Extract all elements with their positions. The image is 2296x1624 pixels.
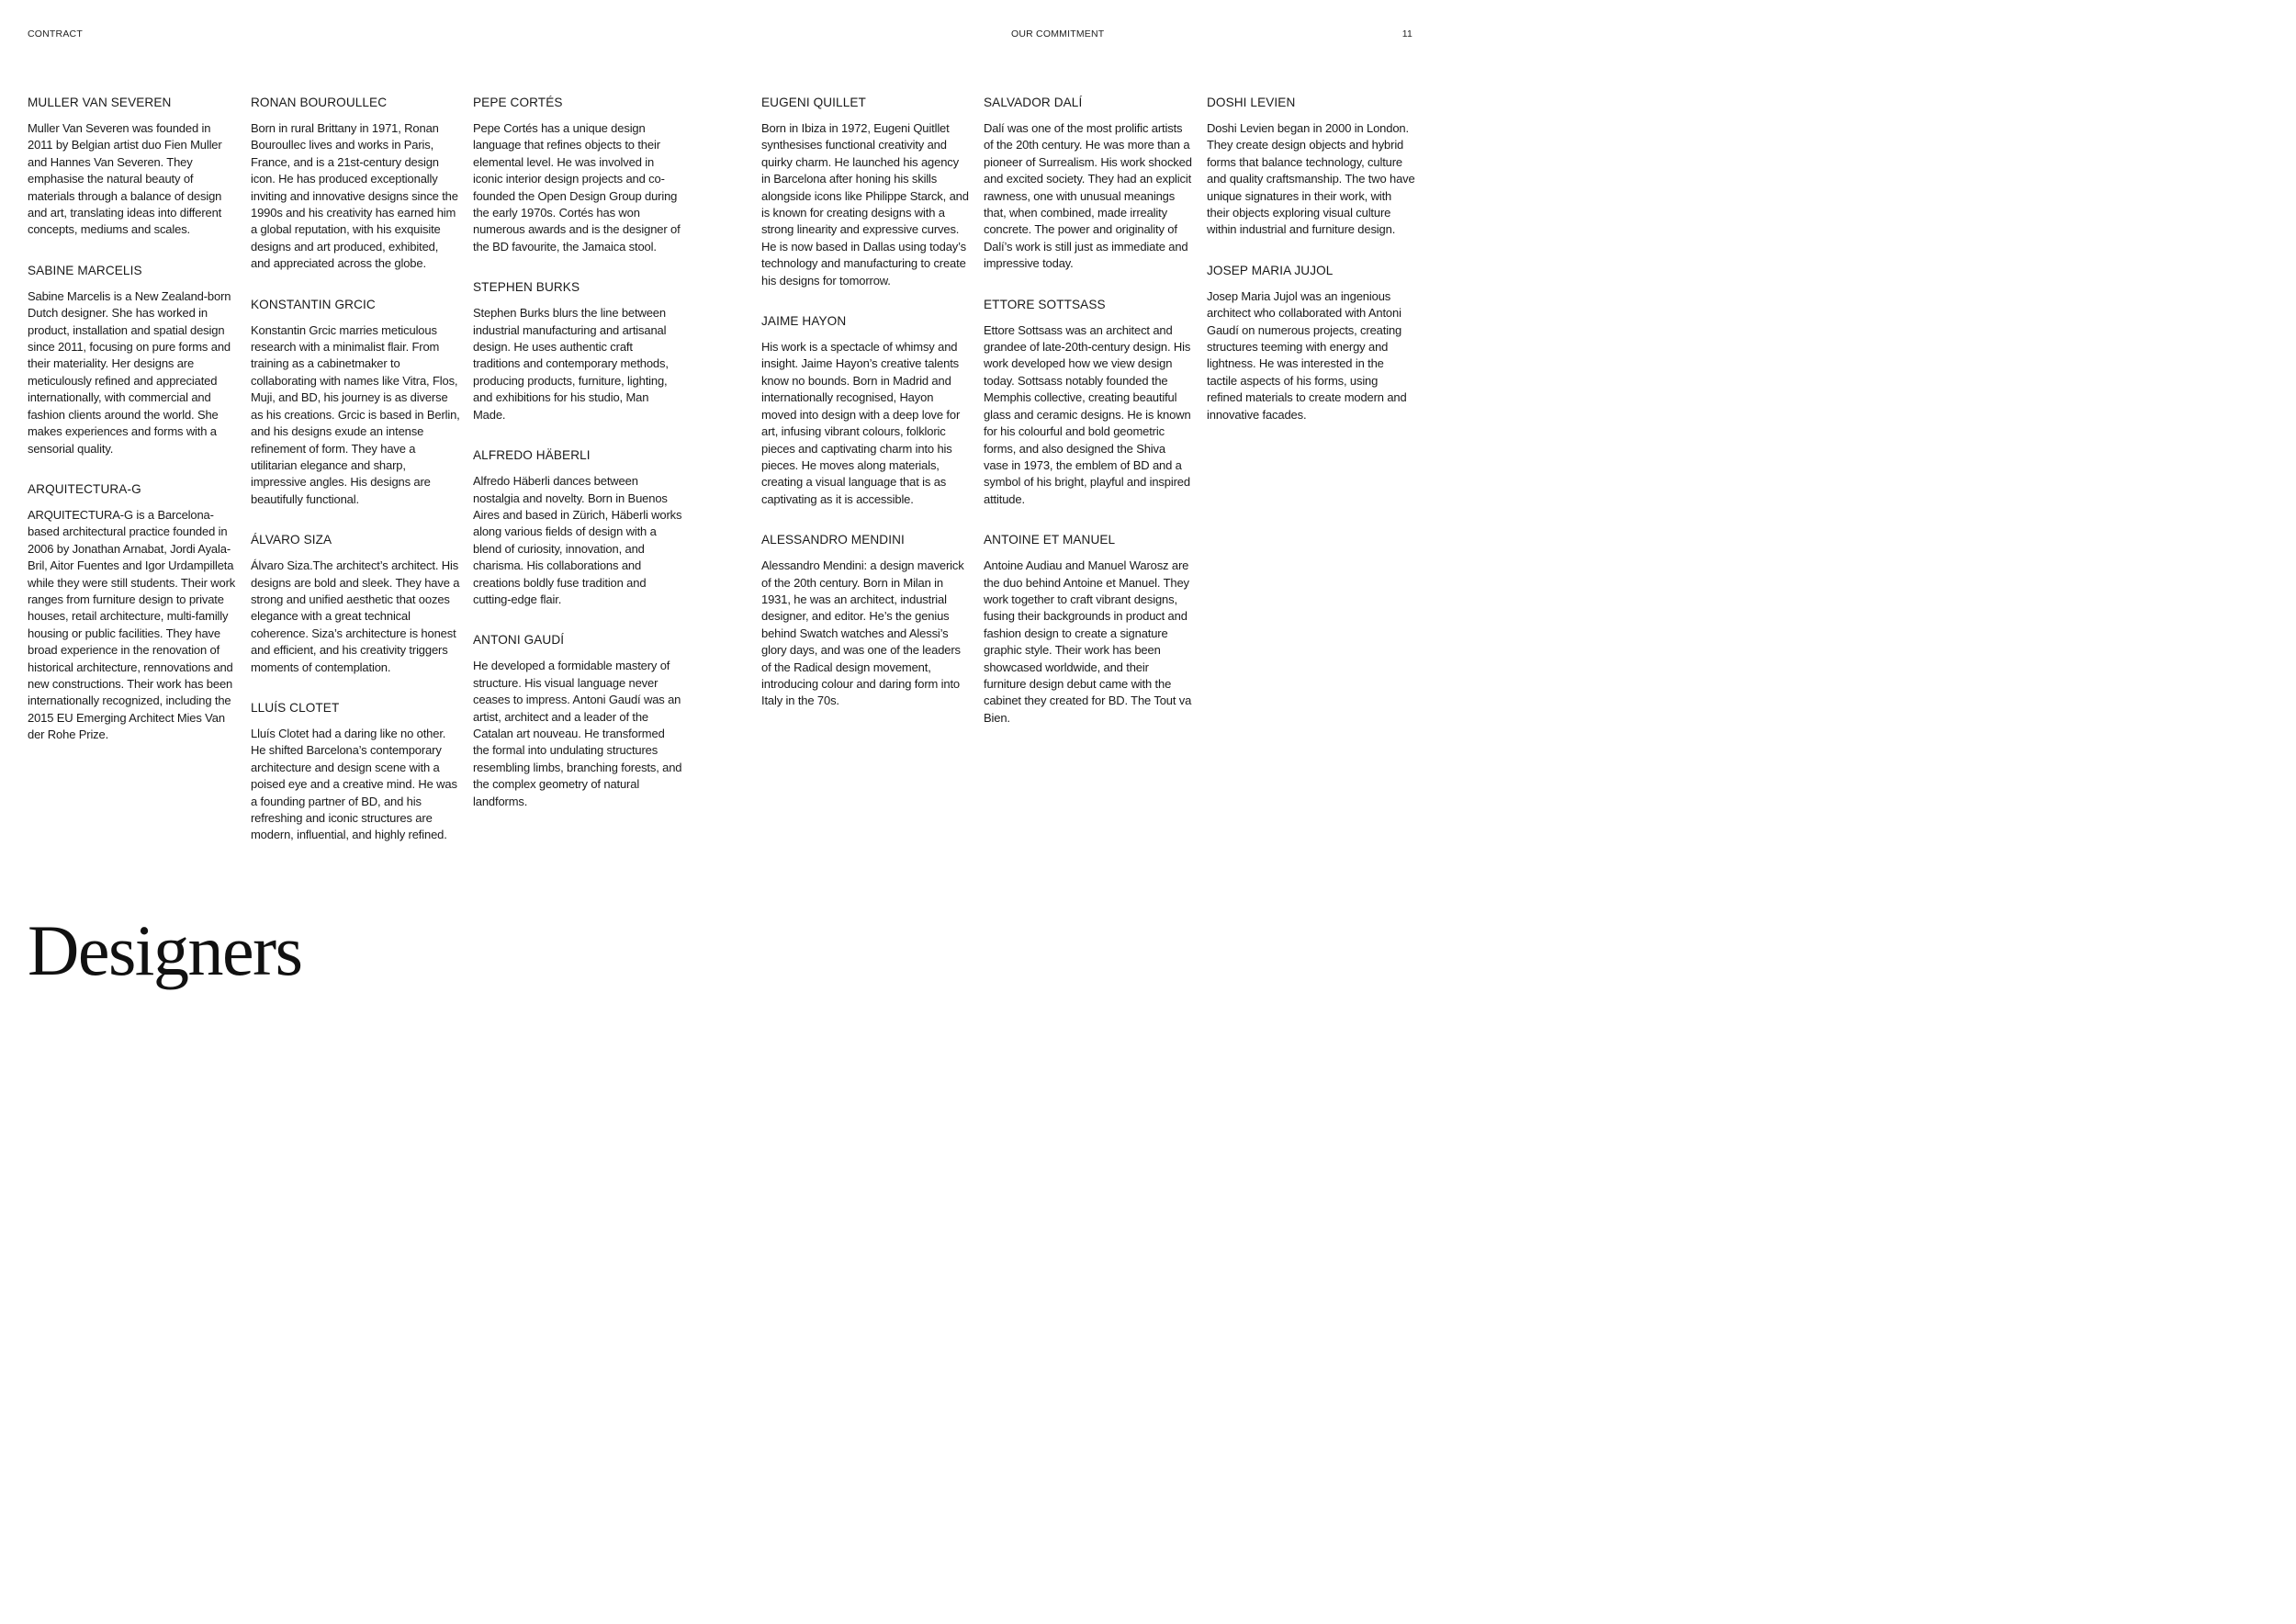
designer-entry [473,95,682,255]
designer-entry [984,95,1193,273]
designer-entry [761,313,971,508]
header-section-label: CONTRACT [28,28,83,39]
designer-bio: Born in rural Brittany in 1971, Ronan Bouroullec lives and works in Paris, France, and is a 21st-century design icon. He has produced exceptionally inviting and innovative designs since the 1990s and his creativity has earned him a global reputation, with his exquisite designs and art produced, exhibited, and appreciated across the globe. [251,121,458,271]
designer-column-6 [1207,95,1416,447]
designer-name: SALVADOR DALÍ [984,96,1083,109]
designer-bio: Alfredo Häberli dances between nostalgia and novelty. Born in Buenos Aires and based in Zürich, Häberli works along various fields of design with a blend of curiosity, innovation, and charisma. His collaborations and creations boldly fuse tradition and cutting-edge flair. [473,474,682,606]
header-chapter-label: OUR COMMITMENT [1011,28,1105,39]
designer-entry [473,632,682,810]
designer-name: KONSTANTIN GRCIC [251,297,376,311]
designer-name: JOSEP MARIA JUJOL [1207,263,1334,277]
designer-bio: Konstantin Grcic marries meticulous research with a minimalist flair. From training as a cabinetmaker to collaborating with names like Vitra, Flos, Muji, and BD, his journey is as diverse as his creations. Grcic is based in Berlin, and his designs exude an intense refinement of form. They have a utilitarian elegance and sharp, impressive angles. His designs are beautifully functional. [251,322,460,506]
designer-name: RONAN BOUROULLEC [251,96,388,109]
designer-bio: Sabine Marcelis is a New Zealand-born Dutch designer. She has worked in product, installation and spatial design since 2011, focusing on pure forms and their materiality. Her designs are meticulously refined and appreciated internationally, with commercial and fashion clients around the world. She makes experiences and forms with a sensorial quality. [28,288,231,456]
designer-name: STEPHEN BURKS [473,280,580,295]
designer-bio: Álvaro Siza.The architect’s architect. His designs are bold and sleek. They have a strong and unified aesthetic that oozes elegance with a great technical coherence. Siza’s architecture is honest and efficient, and his creativity triggers moments of contemplation. [251,558,460,674]
designer-bio: He developed a formidable mastery of structure. His visual language never ceases to impress. Antoni Gaudí was an artist, architect and a leader of the Catalan art nouveau. He transformed the formal into undulating structures resembling limbs, branching forests, and the complex geometry of natural landforms. [473,659,682,808]
designer-name: LLUÍS CLOTET [251,700,340,715]
designer-entry [251,297,460,508]
designer-bio: ARQUITECTURA-G is a Barcelona-based architectural practice founded in 2006 by Jonathan Arnabat, Jordi Ayala-Bril, Aitor Fuentes and Igor Urdampilleta while they were still students. Their work ranges from furniture design to private houses, retail architecture, multi-familly housing or public facilities. They have broad experience in the renovation of historical architecture, rennovations and new constructions. Their work has been internationally recognized, including the 2015 EU Emerging Architect Mies Van der Rohe Prize. [28,507,236,742]
designer-entry [28,95,237,239]
designer-column-1 [28,95,237,768]
designer-column-3 [473,95,682,834]
designer-name: PEPE CORTÉS [473,96,563,109]
page-number: 11 [1401,28,1412,39]
designer-name: ALESSANDRO MENDINI [761,533,905,547]
designer-bio: Stephen Burks blurs the line between industrial manufacturing and artisanal design. He uses authentic craft traditions and contemporary methods, producing products, furniture, lighting, and exhibitions for his studio, Man Made. [473,306,669,422]
designer-bio: Doshi Levien began in 2000 in London. They create design objects and hybrid forms that balance technology, culture and quality craftsmanship. The two have unique signatures in their work, with their objects exploring visual culture within industrial and furniture design. [1207,121,1415,237]
designer-name: ETTORE SOTTSASS [984,297,1106,311]
designer-entry [1207,263,1416,423]
designer-bio: Josep Maria Jujol was an ingenious architect who collaborated with Antoni Gaudí on numerous projects, creating structures teeming with energy and lightness. He was interested in the tactile aspects of his forms, using refined materials to create modern and innovative facades. [1207,288,1407,422]
designer-bio: Dalí was one of the most prolific artists of the 20th century. He was more than a pioneer of Surrealism. His work shocked and excited society. They had an explicit rawness, one with unusual meanings that, when combined, made irreality concrete. The power and originality of Dalí’s work is still just as immediate and impressive today. [984,121,1192,271]
designer-name: ALFREDO HÄBERLI [473,448,591,463]
designer-bio: Ettore Sottsass was an architect and grandee of late-20th-century design. His work developed how we view design today. Sottsass notably founded the Memphis collective, creating beautiful glass and ceramic designs. He is known for his colourful and bold geometric forms, and also designed the Shiva vase in 1973, the emblem of BD and a symbol of his bright, playful and inspired attitude. [984,322,1191,506]
designer-bio: Alessandro Mendini: a design maverick of the 20th century. Born in Milan in 1931, he was an architect, industrial designer, and editor. He’s the genius behind Swatch watches and Alessi’s glory days, and was one of the leaders of the Radical design movement, introducing colour and daring form into Italy in the 70s. [761,558,964,708]
designer-entry [251,95,460,273]
designer-bio: Muller Van Severen was founded in 2011 by Belgian artist duo Fien Muller and Hannes Van Severen. They emphasise the natural beauty of materials through a balance of design and art, translating ideas into different concepts, mediums and scales. [28,121,222,237]
designer-name: SABINE MARCELIS [28,263,142,277]
designer-column-4 [761,95,971,734]
designer-bio: Lluís Clotet had a daring like no other. He shifted Barcelona’s contemporary architecture and design scene with a poised eye and a creative mind. He was a founding partner of BD, and his refreshing and iconic structures are modern, influential, and highly refined. [251,726,457,842]
designer-column-2 [251,95,460,868]
designer-entry [761,95,971,289]
designer-entry [473,279,682,423]
designer-name: ANTONI GAUDÍ [473,633,565,648]
page-title: Designers [28,910,302,990]
designer-entry [761,532,971,710]
designer-bio: Pepe Cortés has a unique design language that refines objects to their elemental level. He was involved in iconic interior design projects and co-founded the Open Design Group during the early 1970s. Cortés has won numerous awards and is the designer of the BD favourite, the Jamaica stool. [473,121,681,254]
designer-entry [984,532,1193,727]
designer-entry [28,263,237,457]
designer-name: EUGENI QUILLET [761,96,866,109]
designer-name: ÁLVARO SIZA [251,533,332,547]
designer-name: MULLER VAN SEVEREN [28,96,172,109]
designer-entry [1207,95,1416,239]
designer-bio: Antoine Audiau and Manuel Warosz are the duo behind Antoine et Manuel. They work together to craft vibrant designs, fusing their backgrounds in product and fashion design to create a signature graphic style. Their work has been showcased worldwide, and their furniture design debut came with the cabinet they created for BD. The Tout va Bien. [984,558,1192,725]
designer-name: JAIME HAYON [761,314,847,329]
designer-name: ANTOINE ET MANUEL [984,533,1116,547]
designer-entry [251,700,460,844]
designer-bio: His work is a spectacle of whimsy and insight. Jaime Hayon’s creative talents know no bounds. Born in Madrid and internationally recognised, Hayon moved into design with a deep love for art, infusing vibrant colours, folkloric pieces and captivating charm into his pieces. He moves along materials, creating a visual language that is as captivating as it is accessible. [761,340,961,506]
designer-entry [251,532,460,676]
designer-bio: Born in Ibiza in 1972, Eugeni Quitllet synthesises functional creativity and quirky charm. He launched his agency in Barcelona after honing his skills alongside icons like Philippe Starck, and is known for creating designs with a strong linearity and expressive curves. He is now based in Dallas using today’s technology and manufacturing to create his designs for tomorrow. [761,121,969,288]
designer-entry [984,297,1193,508]
designer-entry [28,481,237,744]
designer-entry [473,447,682,608]
designer-name: DOSHI LEVIEN [1207,96,1296,109]
designer-name: ARQUITECTURA-G [28,481,141,496]
designer-column-5 [984,95,1193,750]
